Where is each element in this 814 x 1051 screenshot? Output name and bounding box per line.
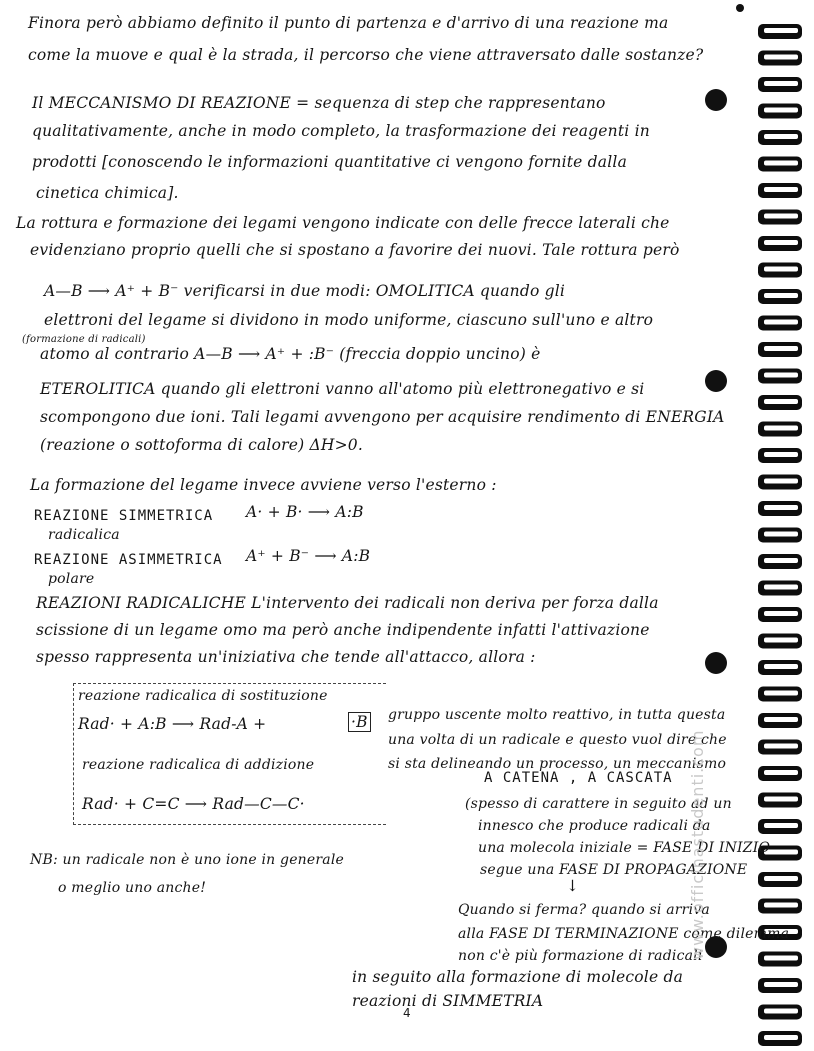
- note-line: A⁺ + B⁻ ⟶ A:B: [246, 547, 371, 565]
- spiral-coil-highlight: [764, 876, 798, 881]
- spiral-coil-highlight: [764, 505, 798, 510]
- note-line: (spesso di carattere in seguito ad un: [465, 796, 732, 812]
- spiral-coil-highlight: [764, 1009, 798, 1014]
- note-line: in seguito alla formazione di molecole da: [352, 968, 684, 986]
- note-line: scompongono due ioni. Tali legami avvengono per acquisire rendimento di ENERGIA: [40, 408, 725, 426]
- spiral-coil-highlight: [764, 81, 798, 86]
- note-line: prodotti [conoscendo le informazioni quantitative ci vengono fornite dalla: [32, 153, 628, 171]
- note-line: reazioni di SIMMETRIA: [352, 992, 544, 1010]
- spiral-coil-highlight: [764, 452, 798, 457]
- spiral-coil-highlight: [764, 214, 798, 219]
- watermark-text: www.officinastudenti.com: [688, 729, 707, 960]
- note-line: REAZIONI RADICALICHE L'intervento dei radicali non deriva per forza dalla: [36, 594, 659, 612]
- note-line: A CATENA , A CASCATA: [484, 770, 673, 786]
- note-line: ↓: [566, 877, 580, 895]
- note-line: (formazione di radicali): [22, 334, 146, 345]
- note-line: atomo al contrario A—B ⟶ A⁺ + :B⁻ (freccia doppio uncino) è: [40, 345, 541, 363]
- spiral-coil-highlight: [764, 55, 798, 60]
- note-line: La formazione del legame invece avviene verso l'esterno :: [30, 476, 497, 494]
- note-line: una molecola iniziale = FASE DI INIZIO: [478, 840, 771, 856]
- spiral-coil-highlight: [764, 187, 798, 192]
- spiral-coil-highlight: [764, 611, 798, 616]
- note-line: Rad· + C=C ⟶ Rad—C—C·: [82, 795, 305, 813]
- spiral-coil-highlight: [764, 28, 798, 33]
- spiral-coil-highlight: [764, 293, 798, 298]
- note-line: innesco che produce radicali da: [478, 818, 711, 834]
- spiral-coil-highlight: [764, 240, 798, 245]
- spiral-coil-highlight: [764, 691, 798, 696]
- punch-hole: [705, 89, 727, 111]
- note-line: Finora però abbiamo definito il punto di partenza e d'arrivo di una reazione ma: [28, 14, 669, 32]
- note-line: o meglio uno anche!: [58, 880, 207, 896]
- note-line: La rottura e formazione dei legami vengono indicate con delle frecce laterali che: [16, 214, 670, 232]
- spiral-coil-highlight: [764, 770, 798, 775]
- note-line: non c'è più formazione di radicali: [458, 948, 703, 964]
- note-line: spesso rappresenta un'iniziativa che tende all'attacco, allora :: [36, 648, 536, 666]
- note-line: cinetica chimica].: [36, 184, 179, 202]
- note-line: REAZIONE ASIMMETRICA: [34, 552, 223, 568]
- spiral-coil-highlight: [764, 638, 798, 643]
- spiral-coil-highlight: [764, 956, 798, 961]
- spiral-coil-highlight: [764, 479, 798, 484]
- spiral-coil-highlight: [764, 373, 798, 378]
- note-line: A—B ⟶ A⁺ + B⁻ verificarsi in due modi: OMOLITICA quando gli: [44, 282, 566, 300]
- spiral-coil-highlight: [764, 346, 798, 351]
- note-line: A· + B· ⟶ A:B: [246, 503, 364, 521]
- note-line: Il MECCANISMO DI REAZIONE = sequenza di step che rappresentano: [32, 94, 606, 112]
- spiral-coil-highlight: [764, 532, 798, 537]
- spiral-coil-highlight: [764, 108, 798, 113]
- note-line: qualitativamente, anche in modo completo, la trasformazione dei reagenti in: [32, 122, 650, 140]
- note-line: radicalica: [48, 527, 120, 543]
- note-line: scissione di un legame omo ma però anche indipendente infatti l'attivazione: [36, 621, 650, 639]
- spiral-coil-highlight: [764, 161, 798, 166]
- spiral-coil-highlight: [764, 903, 798, 908]
- page-number: 4: [403, 1006, 411, 1020]
- spiral-binding: [754, 0, 810, 1051]
- spiral-coil-highlight: [764, 1035, 798, 1040]
- note-line: NB: un radicale non è uno ione in generale: [30, 852, 344, 868]
- note-line: Quando si ferma? quando si arriva: [458, 902, 710, 918]
- spiral-coil-highlight: [764, 558, 798, 563]
- punch-hole: [705, 652, 727, 674]
- note-line: evidenziano proprio quelli che si spostano a favorire dei nuovi. Tale rottura però: [30, 241, 680, 259]
- note-line: segue una FASE DI PROPAGAZIONE: [480, 862, 748, 878]
- note-line: (reazione o sottoforma di calore) ΔH>0.: [40, 436, 363, 454]
- note-line: si sta delineando un processo, un meccanismo: [388, 756, 727, 772]
- spiral-coil-highlight: [764, 982, 798, 987]
- note-line: ETEROLITICA quando gli elettroni vanno all'atomo più elettronegativo e si: [40, 380, 645, 398]
- note-line: elettroni del legame si dividono in modo uniforme, ciascuno sull'uno e altro: [44, 311, 654, 329]
- note-line: Rad· + A:B ⟶ Rad-A +: [78, 715, 267, 733]
- note-line: come la muove e qual è la strada, il percorso che viene attraversato dalle sostanze?: [28, 46, 704, 64]
- corner-dot: [736, 4, 744, 12]
- spiral-coil-highlight: [764, 134, 798, 139]
- note-line: reazione radicalica di addizione: [82, 757, 315, 773]
- note-line: una volta di un radicale e questo vuol dire che: [388, 732, 727, 748]
- spiral-coil-highlight: [764, 823, 798, 828]
- punch-hole: [705, 370, 727, 392]
- note-line: reazione radicalica di sostituzione: [78, 688, 328, 704]
- note-line: REAZIONE SIMMETRICA: [34, 508, 214, 524]
- spiral-coil-highlight: [764, 585, 798, 590]
- note-line: ·B: [348, 712, 371, 732]
- spiral-coil-highlight: [764, 320, 798, 325]
- note-line: alla FASE DI TERMINAZIONE come dilemma: [458, 926, 790, 942]
- spiral-coil-highlight: [764, 664, 798, 669]
- spiral-coil-highlight: [764, 797, 798, 802]
- spiral-coil-highlight: [764, 399, 798, 404]
- spiral-coil-highlight: [764, 267, 798, 272]
- spiral-coil-highlight: [764, 717, 798, 722]
- spiral-coil-highlight: [764, 744, 798, 749]
- note-line: polare: [48, 571, 95, 587]
- note-line: gruppo uscente molto reattivo, in tutta questa: [388, 707, 726, 723]
- spiral-coil-highlight: [764, 426, 798, 431]
